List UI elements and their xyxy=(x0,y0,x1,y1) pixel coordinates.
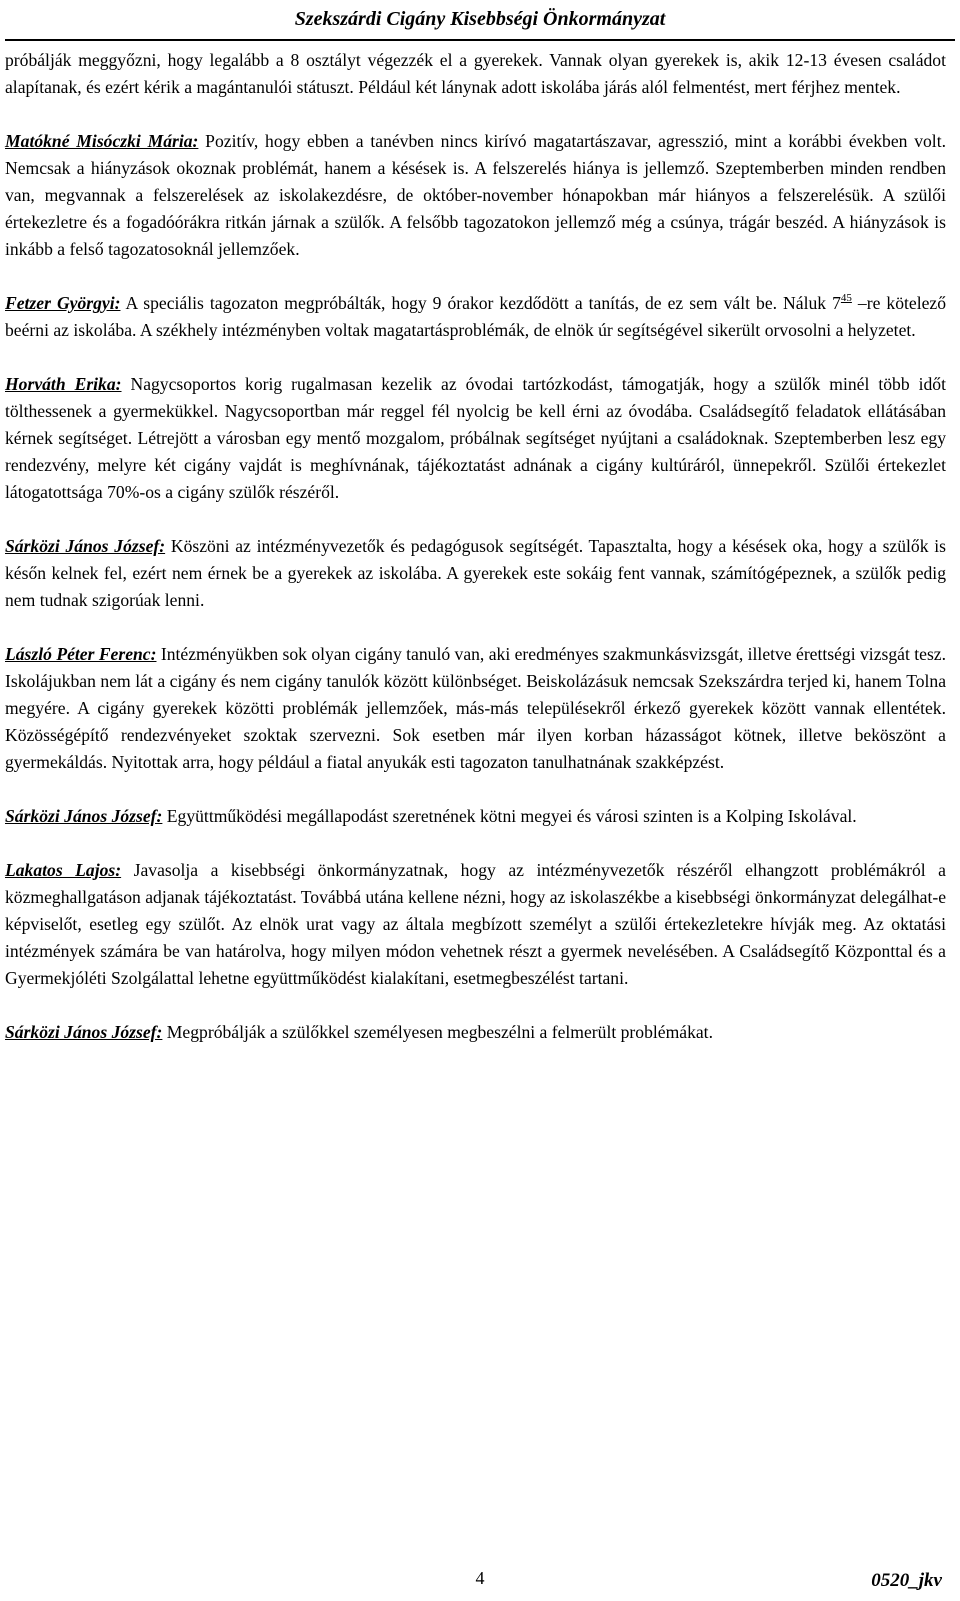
page-number: 4 xyxy=(475,1568,485,1588)
paragraph-fetzer xyxy=(5,290,946,344)
speaker-name: Sárközi János József: xyxy=(5,1022,163,1042)
speaker-name: Matókné Misóczki Mária: xyxy=(5,131,199,151)
paragraph-text: Köszöni az intézményvezetők és pedagógusok segítségét. Tapasztalta, hogy a késések oka, hogy a szülők is későn kelnek fel, ezért nem érnek be a gyerekek az iskolába. A gyerekek este sokáig fent vannak, számítógépeznek, a szülők pedig nem tudnak szigorúak lenni. xyxy=(5,536,947,610)
header-title: Szekszárdi Cigány Kisebbségi Önkormányzat xyxy=(294,8,666,30)
header-divider xyxy=(5,39,955,41)
paragraph-horvath xyxy=(5,371,946,506)
paragraph-text: Intézményükben sok olyan cigány tanuló van, aki eredményes szakmunkásvizsgát, illetve érettségi vizsgát tesz. Iskolájukban nem lát a cigány és nem cigány tanulók között különbséget. Beiskolázásuk nemcsak Szekszárdra terjed ki, hanem Tolna megyére. A cigány gyerekek közötti problémák jellemzőek, más-más településekről érkező gyerekek között vannak ellentétek. Közösségépítő rendezvényeket szoktak szervezni. Sok esetben már ilyen korban házasságot kötnek, illetve beköszönt a gyermekáldás. Nyitottak arra, hogy például a fiatal anyukák esti tagozaton tanulhatnának szakképzést. xyxy=(5,644,946,772)
document-code: 0520_jkv xyxy=(871,1570,942,1591)
speaker-name: Sárközi János József: xyxy=(5,536,166,556)
paragraph-sarkozi-2 xyxy=(5,803,946,830)
paragraph-matokne xyxy=(5,128,946,263)
paragraph-text: Javasolja a kisebbségi önkormányzatnak, hogy az intézményvezetők részéről elhangzott problémákról a közmeghallgatáson adjanak tájékoztatást. Továbbá utána kellene nézni, hogy az iskolaszékbe a kisebbségi önkormányzat delegálhat-e képviselőt, esetleg egy szülőt. Az elnök urat vagy az általa megbízott személyt a szülői értekezletekre hívják meg. Az oktatási intézmények számára be van határolva, hogy milyen módon vehetnek részt a gyermek nevelésében. A Családsegítő Központtal és a Gyermekjóléti Szolgálattal lehetne együttműködést kialakítani, esetmegbeszélést tartani. xyxy=(5,860,946,988)
speaker-name: Horváth Erika: xyxy=(5,374,122,394)
paragraph-lakatos xyxy=(5,857,946,992)
paragraph-text: A speciális tagozaton megpróbálták, hogy 9 órakor kezdődött a tanítás, de ez sem vált be. Náluk 7 xyxy=(120,293,841,313)
paragraph-text: Nagycsoportos korig rugalmasan kezelik az óvodai tartózkodást, támogatják, hogy a szülők minél több időt tölthessenek a gyermekükkel. Nagycsoportban már reggel fél nyolcig be kell érni az óvodába. Családsegítő feladatok ellátásában kérnek segítséget. Létrejött a városban egy mentő mozgalom, próbálnak segítséget nyújtani a családoknak. Szeptemberben lesz egy rendezvény, melyre két cigány vajdát is meghívnának, tájékoztatást adnának a cigány kultúráról, ünnepekről. Szülői értekezlet látogatottsága 70%-os a cigány szülők részéről. xyxy=(5,374,946,502)
speaker-name: Sárközi János József: xyxy=(5,806,163,826)
paragraph-intro xyxy=(5,47,946,101)
paragraph-text: Együttműködési megállapodást szeretnének kötni megyei és városi szinten is a Kolping Iskolával. xyxy=(162,806,857,826)
paragraph-sarkozi-1 xyxy=(5,533,946,614)
speaker-name: Lakatos Lajos: xyxy=(5,860,122,880)
speaker-name: László Péter Ferenc: xyxy=(5,644,157,664)
document-body xyxy=(5,47,946,1073)
paragraph-laszlo xyxy=(5,641,946,776)
paragraph-text: Megpróbálják a szülőkkel személyesen megbeszélni a felmerült problémákat. xyxy=(162,1022,713,1042)
paragraph-text: próbálják meggyőzni, hogy legalább a 8 osztályt végezzék el a gyerekek. Vannak olyan gyerekek is, akik 12-13 évesen családot alapítanak, és ezért kérik a magántanulói státuszt. Például két lánynak adott iskolába járás alól felmentést, mert férjhez mentek. xyxy=(5,50,946,97)
page-header xyxy=(0,0,960,36)
time-superscript: 45 xyxy=(840,292,852,304)
paragraph-text: Pozitív, hogy ebben a tanévben nincs kirívó magatartászavar, agresszió, mint a korábbi években volt. Nemcsak a hiányzások okoznak problémát, hanem a késések is. A felszerelés hiánya is jellemző. Szeptemberben minden rendben van, megvannak a felszerelések az iskolakezdésre, de október-november hónapokban már hiányos a felszerelésük. A szülői értekezletre és a fogadóórákra ritkán járnak a szülők. A felsőbb tagozatokon jellemző még a csúnya, trágár beszéd. A hiányzások is inkább a felső tagozatosoknál jellemzőek. xyxy=(5,131,946,259)
paragraph-text-continued: –re kötelező beérni az iskolába. A székhely intézményben voltak magatartásproblémák, de elnök úr segítségével sikerült orvosolni a helyzetet. xyxy=(5,293,946,340)
paragraph-sarkozi-3 xyxy=(5,1019,946,1046)
speaker-name: Fetzer Györgyi: xyxy=(5,293,121,313)
